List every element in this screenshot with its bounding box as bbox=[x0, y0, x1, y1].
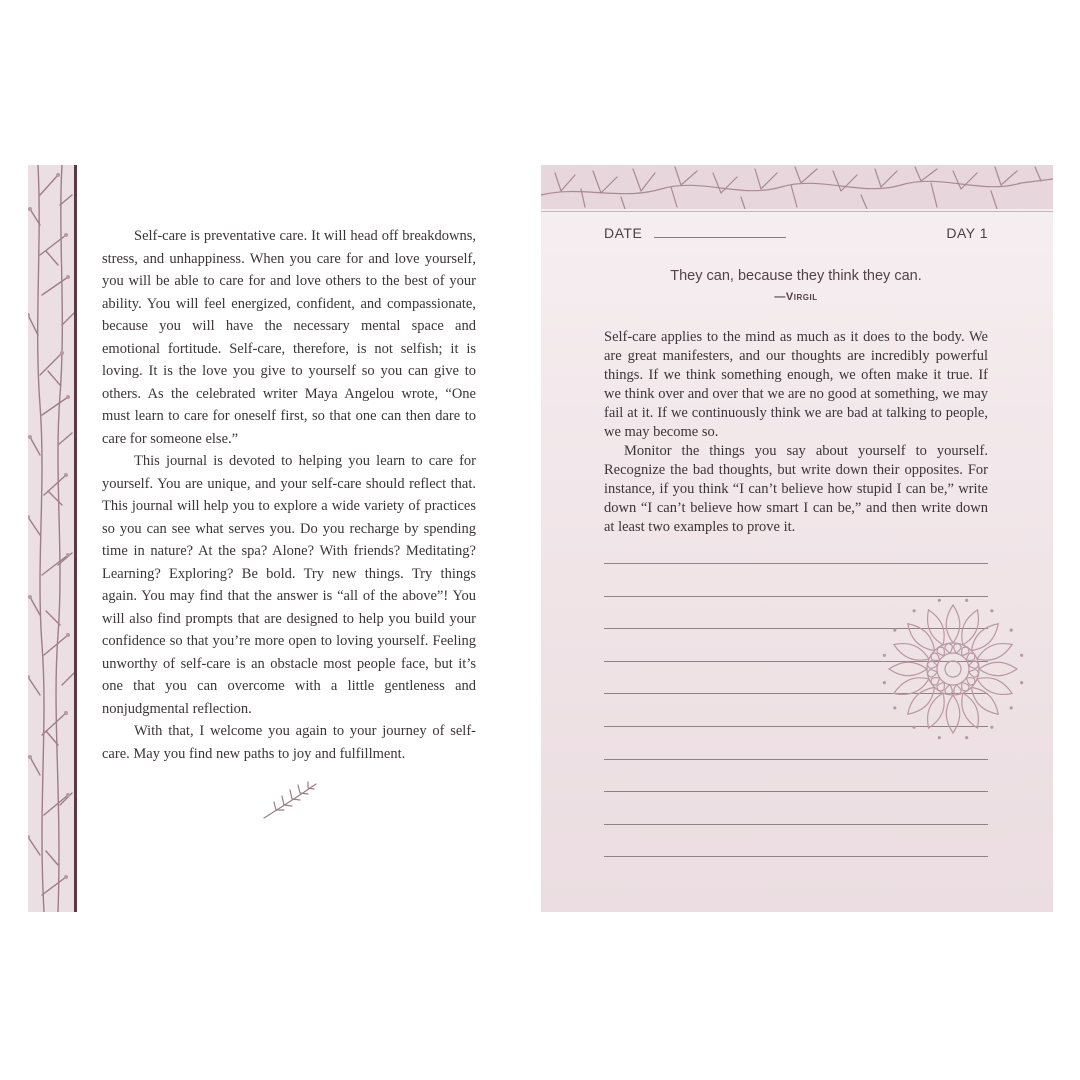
mandala-icon bbox=[877, 593, 1029, 745]
left-paragraph-2: This journal is devoted to helping you learn to care for yourself. You are unique, and your self-care should reflect that. This journal will help you to explore a wide variety of practices so you can see what serves you. Do you recharge by spending time in nature? At the spa? Alone? With friends? Meditating? Learning? Exploring? Be bold. Try new things. Try things again. You may find that the answer is “all of the above”! You will also find prompts that are designed to help you build your confidence so that you’re more open to loving yourself. Feeling unworthy of self-care is an obstacle most people face, but it’s one that you can overcome with a little gentleness and nonjudgmental reflection. bbox=[102, 453, 476, 717]
right-body-text bbox=[604, 328, 988, 537]
date-label: DATE bbox=[604, 225, 643, 241]
strip-edge-line bbox=[74, 165, 77, 912]
writing-line[interactable] bbox=[604, 759, 988, 760]
right-paragraph-1: Self-care applies to the mind as much as it does to the body. We are great manifesters, and our thoughts are incredibly powerful things. If we think something enough, we often make it true. If we think over and over that we are no good at something, we may fail at it. If we continuously think we are bad at talking to people, we may become so. bbox=[604, 329, 988, 440]
writing-line[interactable] bbox=[604, 791, 988, 792]
right-page bbox=[541, 165, 1053, 912]
header-divider bbox=[541, 211, 1053, 212]
writing-line[interactable] bbox=[604, 563, 988, 564]
quote-text: They can, because they think they can. bbox=[670, 268, 922, 284]
writing-line[interactable] bbox=[604, 856, 988, 857]
right-paragraph-2: Monitor the things you say about yourself to yourself. Recognize the bad thoughts, but write down their opposites. For instance, if you think “I can’t believe how stupid I can be,” write down “I can’t believe how smart I can be,” and then write down at least two examples to prove it. bbox=[604, 443, 988, 535]
branch-pattern-icon bbox=[28, 165, 74, 912]
quote-author bbox=[604, 291, 988, 303]
left-body-text bbox=[102, 225, 476, 765]
sprig-icon bbox=[262, 780, 320, 820]
day-label: DAY 1 bbox=[946, 225, 988, 241]
left-paragraph-1: Self-care is preventative care. It will head off breakdowns, stress, and unhappiness. When you care for and love yourself, you will be able to care for and love others to the best of your ability. You will feel energized, confident, and compassionate, because you will have the necessary mental space and emotional fortitude. Self-care, therefore, is not selfish; it is loving. It is the love you give to yourself so you can give to others. As the celebrated writer Maya Angelou wrote, “One must learn to care for oneself first, so that one can then dare to care for someone else.” bbox=[102, 228, 476, 447]
left-paragraph-3: With that, I welcome you again to your journey of self-care. May you find new paths to joy and fulfillment. bbox=[102, 723, 476, 762]
writing-line[interactable] bbox=[604, 824, 988, 825]
date-row bbox=[604, 225, 988, 245]
branch-band-icon bbox=[541, 165, 1053, 209]
quote-author-name: —Virgil bbox=[774, 291, 818, 303]
date-input-line[interactable] bbox=[654, 237, 786, 238]
